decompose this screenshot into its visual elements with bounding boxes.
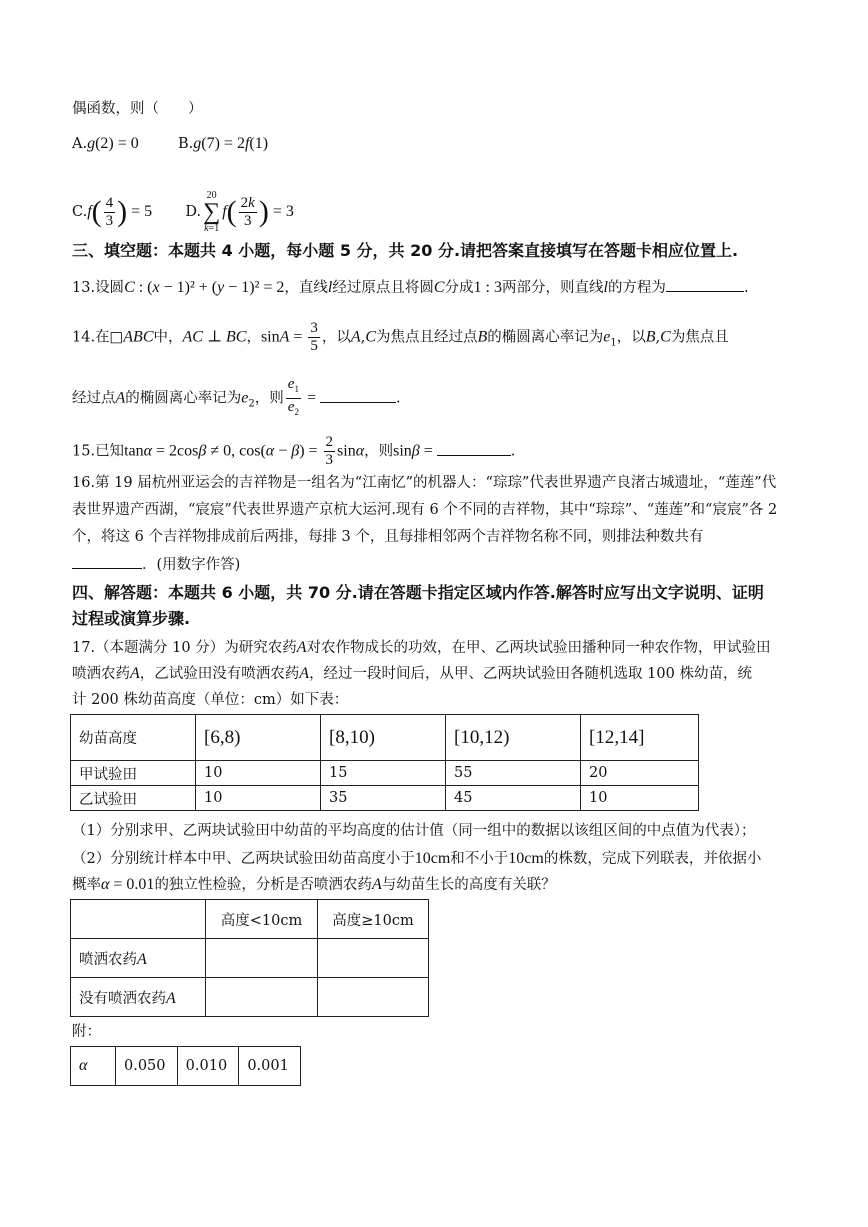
- table-header-cell: [8,10): [321, 715, 446, 761]
- table-header-cell: [12,14]: [581, 715, 699, 761]
- table-row: [71, 786, 699, 811]
- table-row: [71, 939, 429, 978]
- table-cell: 20: [581, 761, 699, 786]
- q12-options-ab: A.g(2) = 0 B.g(7) = 2f(1): [72, 135, 269, 152]
- q17-line1: 17.（本题满分 10 分）为研究农药A对农作物成长的功效，在甲、乙两块试验田播种同一种农作物，甲试验田: [72, 639, 771, 656]
- table-row: [71, 978, 429, 1017]
- q16-answer-blank[interactable]: [72, 554, 142, 569]
- row-label: 喷洒农药A: [71, 939, 206, 978]
- row-label: 乙试验田: [71, 786, 196, 811]
- q17-part2-line1: （2）分别统计样本中甲、乙两块试验田幼苗高度小于10cm和不小于10cm的株数，完成下列联表，并依据小: [72, 850, 762, 867]
- empty-cell[interactable]: [206, 939, 318, 978]
- row-label-text: 没有喷洒农药: [79, 990, 166, 1007]
- q15-answer-blank[interactable]: [437, 441, 511, 456]
- row-label-text: 喷洒农药: [79, 951, 137, 968]
- q13-answer-blank[interactable]: [666, 277, 744, 292]
- q16-line3: 个，将这 6 个吉祥物排成前后两排，每排 3 个，且每排相邻两个吉祥物名称不同，则排法种数共有: [72, 529, 704, 545]
- q14-line2: 经过点A的椭圆离心率记为$e_2$，则 $\frac{e_1}{e_2}$ = .: [72, 376, 401, 417]
- row-label: 没有喷洒农药A: [71, 978, 206, 1017]
- q16-line4: ．(用数字作答): [72, 554, 240, 575]
- q12-tail: 偶函数，则（ ）: [72, 101, 203, 117]
- table-row: [71, 1047, 301, 1086]
- q17-line2: 喷洒农药A，乙试验田没有喷洒农药A，经过一段时间后，从甲、乙两块试验田各随机选取 100 株幼苗，统: [72, 665, 752, 682]
- section4-heading-line1: 四、解答题：本题共 6 小题，共 70 分.请在答题卡指定区域内作答.解答时应写出文字说明、证明: [72, 583, 764, 602]
- table-cell: 10: [196, 761, 321, 786]
- table-cell: 0.010: [177, 1047, 239, 1086]
- table-header-row: [71, 715, 699, 761]
- table-cell: 35: [321, 786, 446, 811]
- q17-line3: 计 200 株幼苗高度（单位：cm）如下表：: [72, 692, 349, 708]
- q16-line2: 表世界遗产西湖，“宸宸”代表世界遗产京杭大运河.现有 6 个不同的吉祥物，其中“琮琮”、“莲莲”和“宸宸”各 2: [72, 502, 778, 518]
- q17-part2-line2: 概率α = 0.01的独立性检验，分析是否喷洒农药A与幼苗生长的高度有关联？: [72, 876, 556, 893]
- q17-part1: （1）分别求甲、乙两块试验田中幼苗的平均高度的估计值（同一组中的数据以该组区间的中点值为代表）；: [72, 823, 756, 839]
- empty-cell[interactable]: [318, 978, 429, 1017]
- appendix-label: 附：: [72, 1024, 101, 1040]
- table-header-cell: [10,12): [446, 715, 581, 761]
- q16-line1: 16.第 19 届杭州亚运会的吉祥物是一组名为“江南忆”的机器人：“琮琮”代表世界遗产良渚古城遗址，“莲莲”代: [72, 475, 777, 491]
- table-header-cell: 高度<10cm: [206, 900, 318, 939]
- table-header-row: [71, 900, 429, 939]
- table-row: [71, 761, 699, 786]
- table-cell: 45: [446, 786, 581, 811]
- table-cell: 10: [196, 786, 321, 811]
- q15: 15.已知tanα = 2cosβ ≠ 0, cos(α − β) = $\frac{2}{3}$ sinα，则sinβ = .: [72, 434, 516, 468]
- row-label: 甲试验田: [71, 761, 196, 786]
- table-cell: 55: [446, 761, 581, 786]
- table-header-cell: [6,8): [196, 715, 321, 761]
- table-header-cell: 高度≥10cm: [318, 900, 429, 939]
- section4-heading-line2: 过程或演算步骤.: [72, 609, 191, 628]
- table-cell: 10: [581, 786, 699, 811]
- q14-line1: 14.在□ABC中，AC ⊥ BC，sinA = $\frac{3}{5}$ ，以A,C为焦点且经过点B的椭圆离心率记为$e_1$，以B,C为焦点且: [72, 320, 729, 354]
- table-header-cell: 幼苗高度: [71, 715, 196, 761]
- q14-answer-blank[interactable]: [320, 388, 396, 403]
- q13: 13.设圆C : (x − 1)² + (y − 1)² = 2，直线l经过原点且将圆C分成1 : 3两部分，则直线l的方程为 .: [72, 279, 749, 296]
- section3-heading: 三、填空题：本题共 4 小题，每小题 5 分，共 20 分.请把答案直接填写在答题卡相应位置上.: [72, 241, 739, 260]
- empty-cell[interactable]: [206, 978, 318, 1017]
- contingency-table: [70, 899, 429, 1017]
- table-cell: 15: [321, 761, 446, 786]
- table-cell: 0.001: [239, 1047, 301, 1086]
- empty-cell[interactable]: [318, 939, 429, 978]
- critical-values-table: [70, 1046, 301, 1086]
- q12-options-cd: C.f( $\frac{4}{3}$ ) = 5 D. 20 ∑ k=1 f( $\frac{2k}{3}$ ) = 3: [72, 190, 294, 234]
- seedling-height-table: [70, 714, 699, 811]
- alpha-cell: α: [71, 1047, 116, 1086]
- table-header-cell: [71, 900, 206, 939]
- table-cell: 0.050: [116, 1047, 178, 1086]
